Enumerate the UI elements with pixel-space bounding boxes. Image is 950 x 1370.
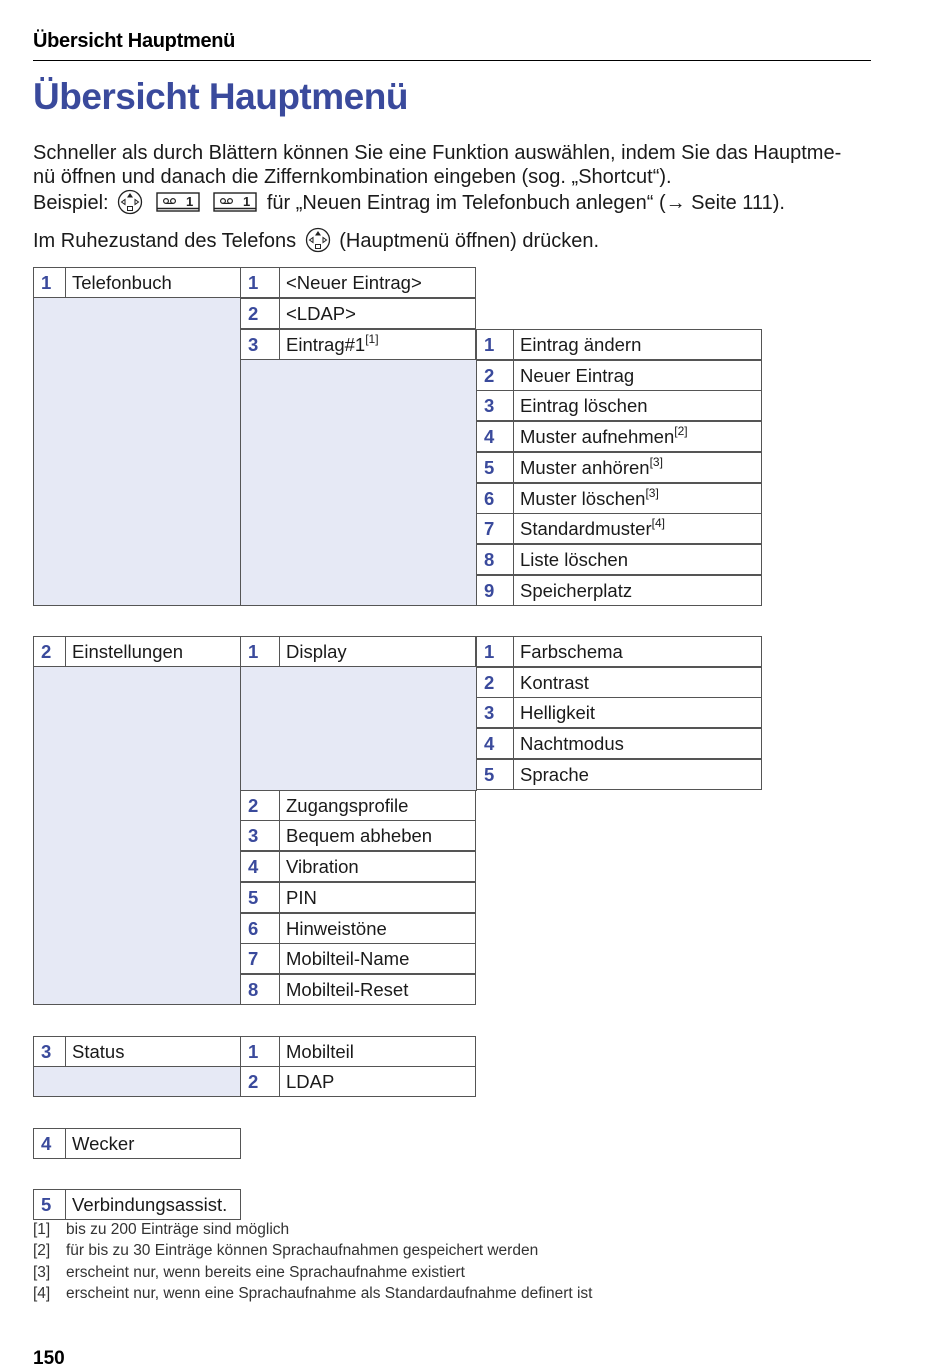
svg-text:1: 1 — [185, 194, 193, 209]
menu-item-label: LDAP — [279, 1066, 476, 1097]
menu-item-number: 7 — [240, 943, 280, 974]
intro-example — [33, 189, 878, 216]
running-header: Übersicht Hauptmenü — [33, 30, 236, 52]
submenu-item-number: 7 — [476, 513, 514, 544]
menu-item-number: 2 — [240, 298, 280, 329]
svg-text:1: 1 — [243, 194, 251, 209]
menu-fill — [240, 359, 477, 606]
submenu-item-label: Muster löschen[3] — [513, 483, 762, 514]
menu-label: Einstellungen — [65, 636, 241, 667]
submenu-item-label: Helligkeit — [513, 697, 762, 728]
submenu-item-number: 1 — [476, 329, 514, 360]
submenu-item-number: 3 — [476, 697, 514, 728]
submenu-item-label: Kontrast — [513, 667, 762, 698]
menu-item-label: Mobilteil — [279, 1036, 476, 1067]
menu-item-label: Display — [279, 636, 476, 667]
submenu-item-label: Speicherplatz — [513, 575, 762, 606]
submenu-item-number: 8 — [476, 544, 514, 575]
idle-after: (Hauptmenü öffnen) drücken. — [339, 230, 600, 252]
submenu-item-label: Muster aufnehmen[2] — [513, 421, 762, 452]
menu-item-label: <Neuer Eintrag> — [279, 267, 476, 298]
navigation-key-icon — [117, 189, 143, 215]
submenu-item-label: Nachtmodus — [513, 728, 762, 759]
navigation-key-icon — [305, 227, 331, 253]
menu-item-number: 3 — [240, 329, 280, 360]
menu-number: 5 — [33, 1189, 66, 1220]
intro-text — [33, 142, 878, 216]
submenu-item-number: 1 — [476, 636, 514, 667]
menu-fill — [240, 666, 477, 791]
menu-number: 1 — [33, 267, 66, 298]
idle-before: Im Ruhezustand des Telefons — [33, 230, 297, 252]
menu-item-number: 8 — [240, 974, 280, 1005]
page-number: 150 — [33, 1348, 65, 1369]
footnote: [1] bis zu 200 Einträge sind möglich — [33, 1221, 290, 1238]
footnote: [2] für bis zu 30 Einträge können Sprachaufnahmen gespeichert werden — [33, 1242, 539, 1260]
menu-number: 4 — [33, 1128, 66, 1159]
menu-item-number: 1 — [240, 636, 280, 667]
menu-item-number: 3 — [240, 820, 280, 851]
menu-label: Status — [65, 1036, 241, 1067]
example-label: Beispiel: — [33, 192, 109, 214]
menu-label: Verbindungsassist. — [65, 1189, 241, 1220]
header-divider — [33, 60, 871, 61]
menu-item-number: 2 — [240, 1066, 280, 1097]
submenu-item-number: 5 — [476, 759, 514, 790]
menu-item-number: 1 — [240, 1036, 280, 1067]
menu-item-label: Zugangsprofile — [279, 790, 476, 821]
intro-line-1: Schneller als durch Blättern können Sie eine Funktion auswählen, indem Sie das Hauptme- — [33, 142, 842, 164]
menu-item-number: 6 — [240, 913, 280, 944]
voicemail-key-1-icon — [213, 192, 257, 212]
menu-item-number: 5 — [240, 882, 280, 913]
menu-item-number: 1 — [240, 267, 280, 298]
menu-item-label: Mobilteil-Reset — [279, 974, 476, 1005]
example-text: für „Neuen Eintrag im Telefonbuch anlegen“ (→ Seite 111). — [266, 192, 785, 214]
menu-fill — [33, 1066, 241, 1097]
submenu-item-number: 4 — [476, 421, 514, 452]
menu-item-label: Hinweistöne — [279, 913, 476, 944]
submenu-item-label: Farbschema — [513, 636, 762, 667]
voicemail-key-1-icon — [156, 192, 200, 212]
menu-item-label: Bequem abheben — [279, 820, 476, 851]
submenu-item-number: 3 — [476, 390, 514, 421]
menu-item-label: Mobilteil-Name — [279, 943, 476, 974]
menu-item-label: Eintrag#1[1] — [279, 329, 476, 360]
menu-label: Wecker — [65, 1128, 241, 1159]
footnotes — [33, 1219, 592, 1304]
submenu-item-number: 5 — [476, 452, 514, 483]
submenu-item-label: Muster anhören[3] — [513, 452, 762, 483]
submenu-item-number: 9 — [476, 575, 514, 606]
submenu-item-number: 4 — [476, 728, 514, 759]
menu-label: Telefonbuch — [65, 267, 241, 298]
menu-fill — [33, 297, 241, 606]
menu-number: 2 — [33, 636, 66, 667]
submenu-item-label: Eintrag löschen — [513, 390, 762, 421]
menu-item-label: Vibration — [279, 851, 476, 882]
submenu-item-label: Liste löschen — [513, 544, 762, 575]
submenu-item-number: 2 — [476, 360, 514, 391]
submenu-item-label: Eintrag ändern — [513, 329, 762, 360]
submenu-item-number: 6 — [476, 483, 514, 514]
footnote: [3] erscheint nur, wenn bereits eine Sprachaufnahme existiert — [33, 1263, 465, 1281]
intro-line-2: nü öffnen und danach die Ziffernkombination eingeben (sog. „Shortcut“). — [33, 165, 672, 188]
idle-instruction — [33, 227, 599, 253]
menu-item-label: PIN — [279, 882, 476, 913]
footnote: [4] erscheint nur, wenn eine Sprachaufnahme als Standardaufnahme definert ist — [33, 1284, 593, 1302]
page-title: Übersicht Hauptmenü — [33, 76, 408, 117]
submenu-item-label: Neuer Eintrag — [513, 360, 762, 391]
menu-item-number: 4 — [240, 851, 280, 882]
menu-item-number: 2 — [240, 790, 280, 821]
menu-number: 3 — [33, 1036, 66, 1067]
menu-item-label: <LDAP> — [279, 298, 476, 329]
submenu-item-number: 2 — [476, 667, 514, 698]
menu-fill — [33, 666, 241, 1005]
submenu-item-label: Sprache — [513, 759, 762, 790]
submenu-item-label: Standardmuster[4] — [513, 513, 762, 544]
